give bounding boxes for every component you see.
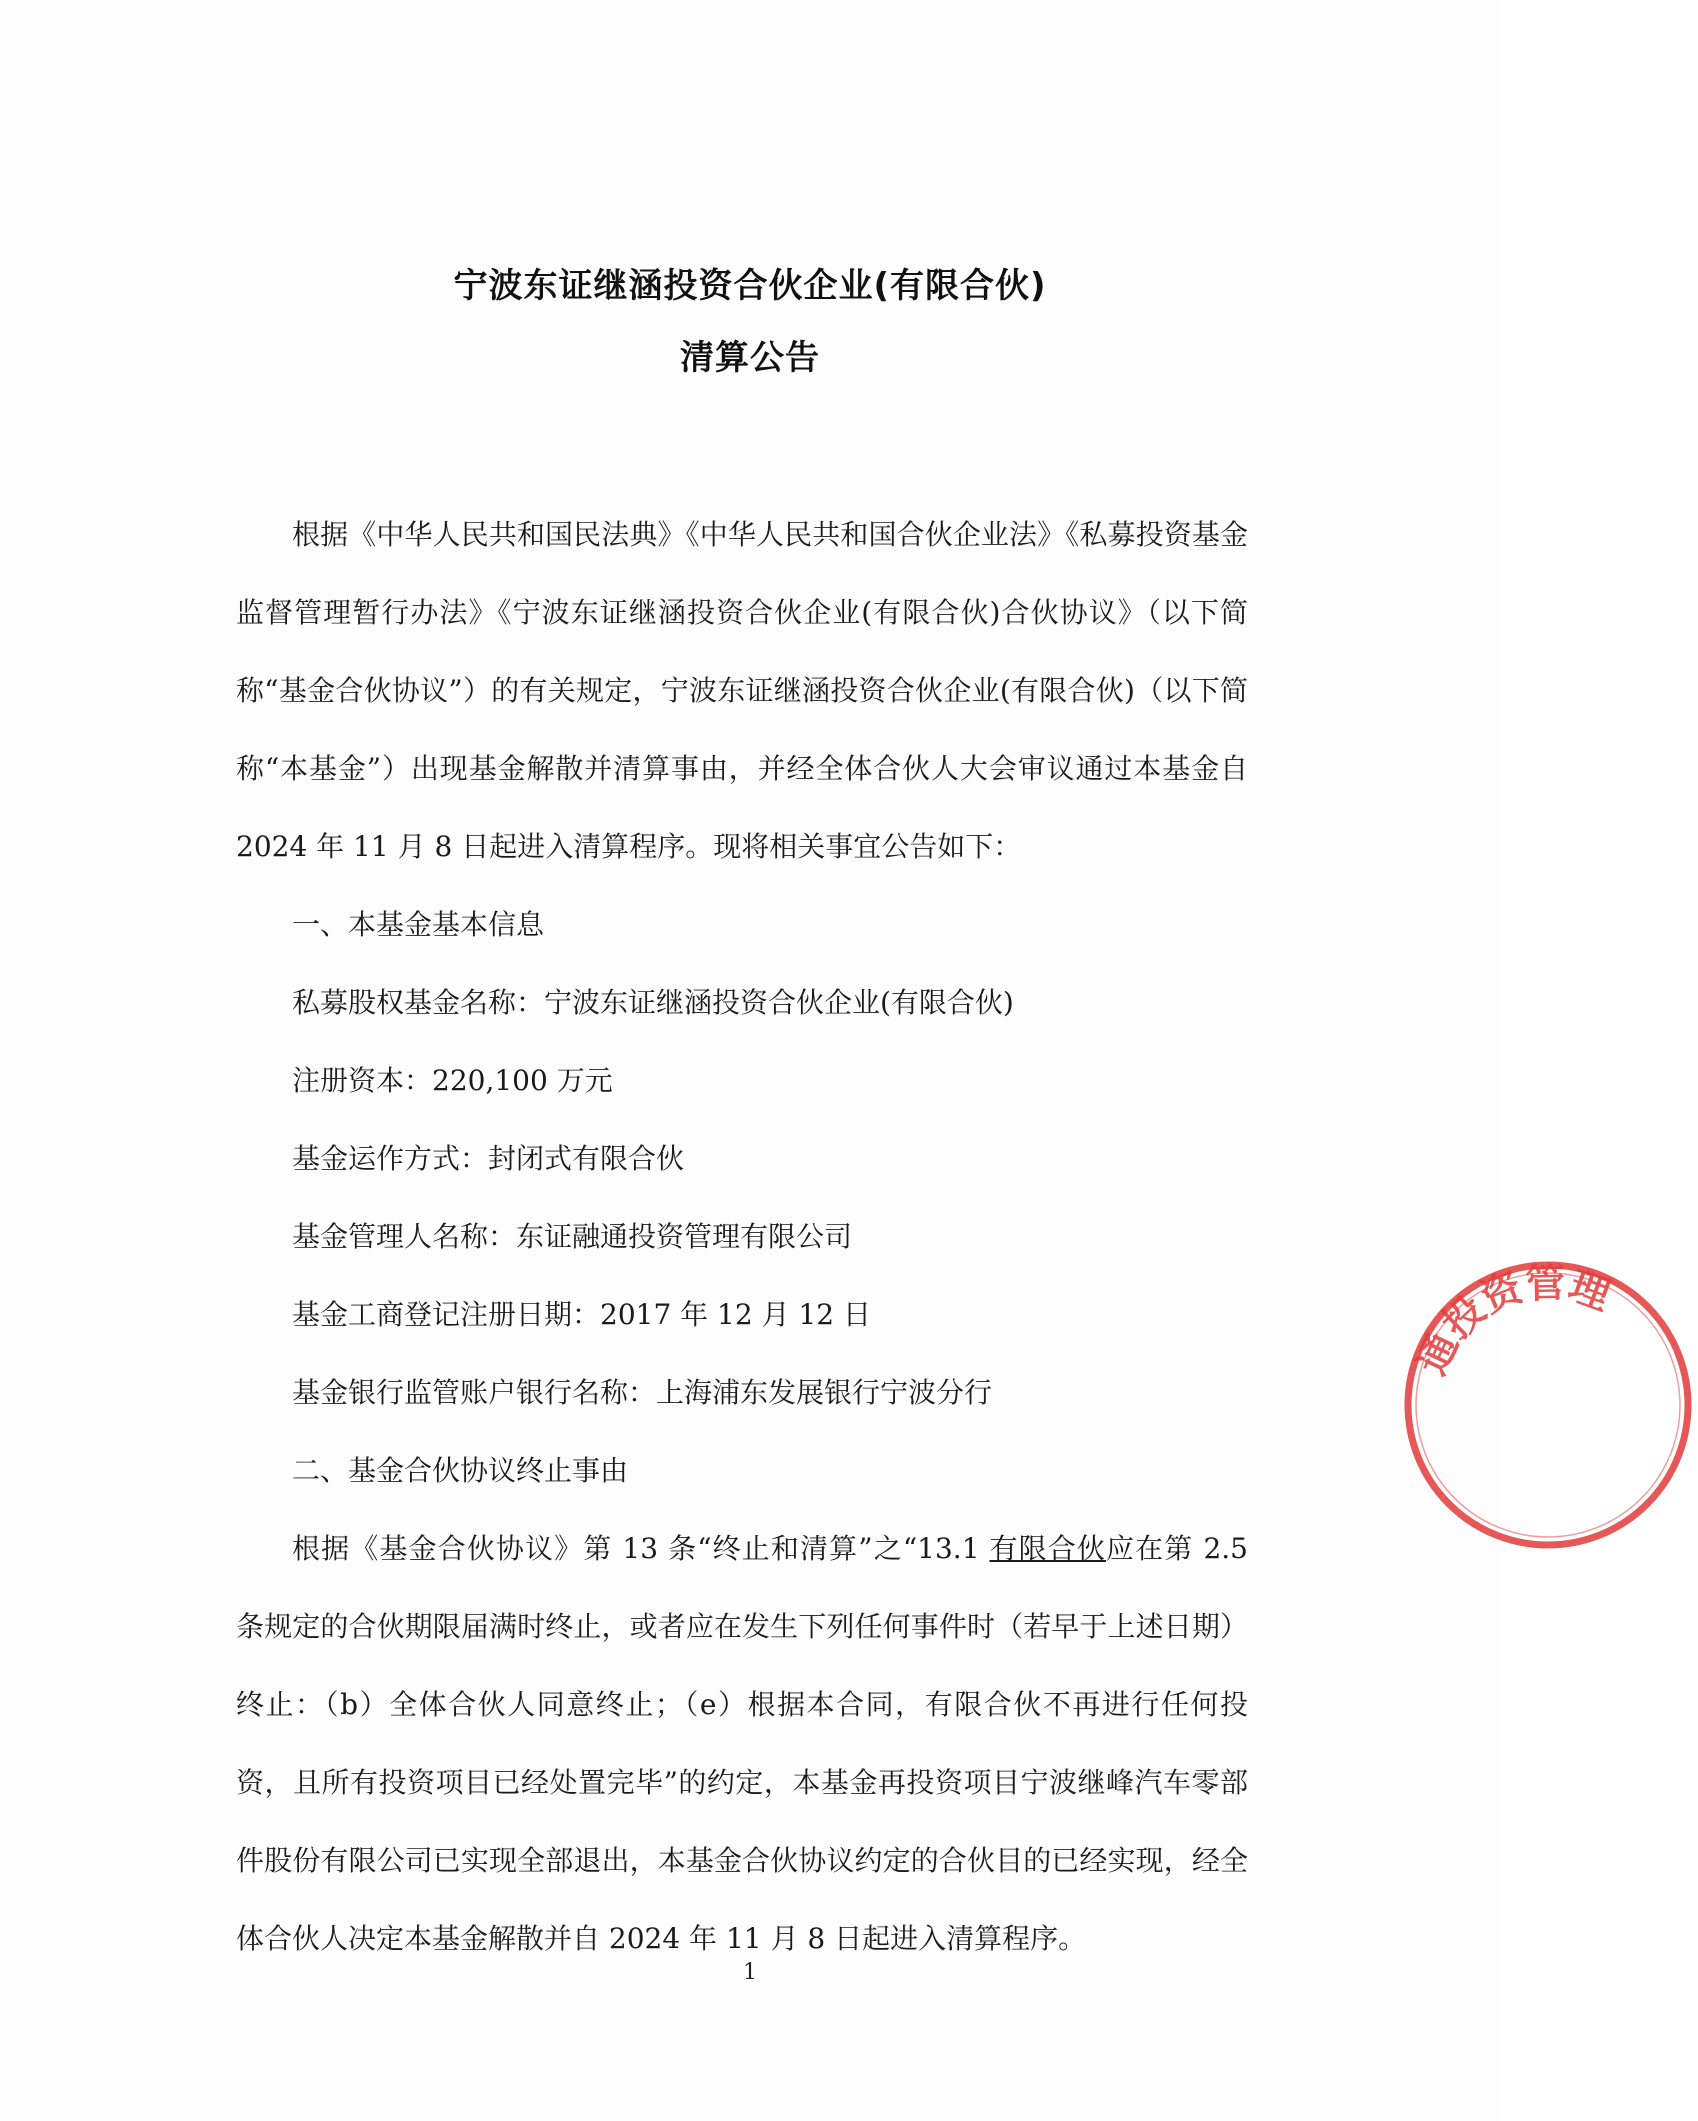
page-number: 1 [743, 1960, 757, 1985]
termination-text-rest: 应在第 2.5 条规定的合伙期限届满时终止，或者应在发生下列任何事件时（若早于上述日期）终止：（b）全体合伙人同意终止；（e）根据本合同，有限合伙不再进行任何投资，且所有投资项目已经处置完毕”的约定，本基金再投资项目宁波继峰汽车零部件股份有限公司已实现全部退出，本基金合伙协议约定的合伙目的已经实现，经全体合伙人决定本基金解散并自 2024 年 11 月 8 日起进入清算程序。 [236, 1532, 1248, 1955]
intro-paragraph: 根据《中华人民共和国民法典》《中华人民共和国合伙企业法》《私募投资基金监督管理暂行办法》《宁波东证继涵投资合伙企业(有限合伙)合伙协议》（以下简称“基金合伙协议”）的有关规定，宁波东证继涵投资合伙企业(有限合伙)（以下简称“本基金”）出现基金解散并清算事由，并经全体合伙人大会审议通过本基金自 2024 年 11 月 8 日起进入清算程序。现将相关事宜公告如下： [236, 518, 1248, 863]
info-registration-date: 基金工商登记注册日期：2017 年 12 月 12 日 [292, 1298, 872, 1331]
document-subtitle: 清算公告 [680, 338, 820, 378]
info-registered-capital: 注册资本：220,100 万元 [292, 1064, 613, 1097]
info-operation-mode: 基金运作方式：封闭式有限合伙 [292, 1142, 685, 1175]
info-manager-name: 基金管理人名称：东证融通投资管理有限公司 [292, 1220, 853, 1253]
document-body [236, 496, 1248, 1978]
info-custody-bank: 基金银行监管账户银行名称：上海浦东发展银行宁波分行 [292, 1376, 993, 1409]
termination-text-start: 根据《基金合伙协议》第 13 条“终止和清算”之“13.1 [292, 1532, 990, 1565]
company-seal [1398, 1255, 1698, 1555]
section-heading-termination: 二、基金合伙协议终止事由 [292, 1454, 629, 1487]
termination-paragraph [236, 1510, 1248, 1978]
underlined-term: 有限合伙 [989, 1532, 1107, 1565]
section-heading-basic-info: 一、本基金基本信息 [292, 908, 545, 941]
info-fund-name: 私募股权基金名称：宁波东证继涵投资合伙企业(有限合伙) [292, 986, 1014, 1019]
document-title: 宁波东证继涵投资合伙企业(有限合伙) [453, 266, 1047, 306]
seal-text: 通投资管理 [1409, 1260, 1616, 1382]
